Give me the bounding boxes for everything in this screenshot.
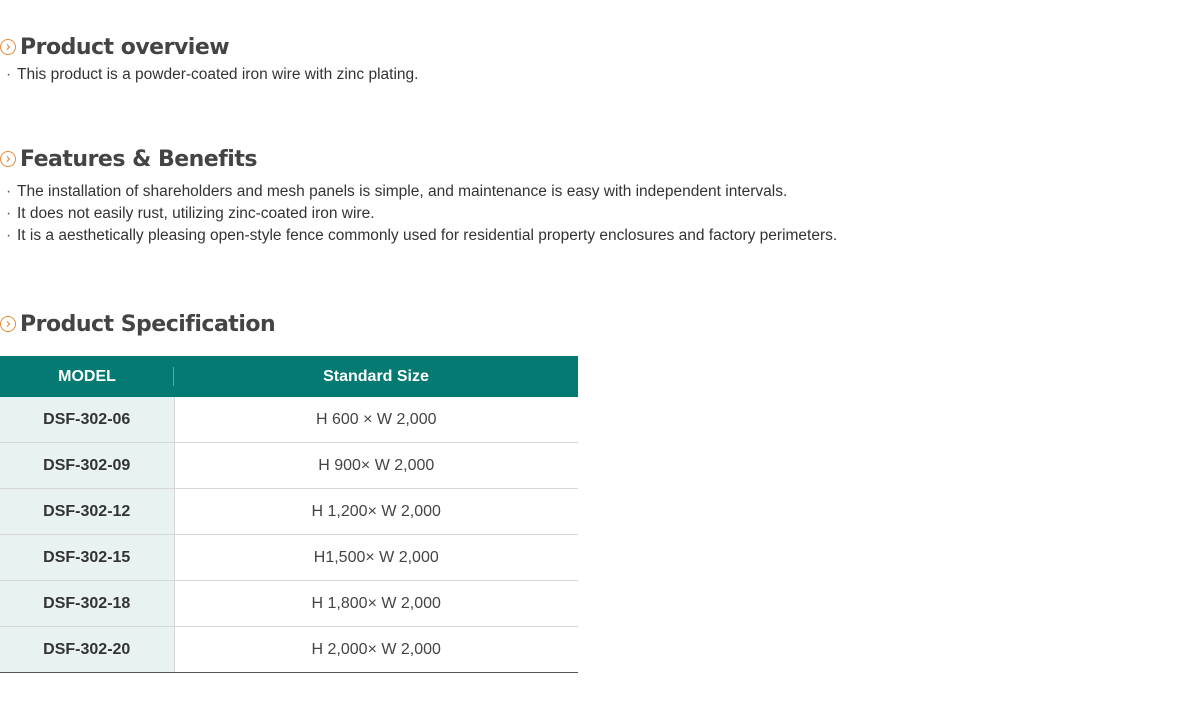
size-cell: H 600 × W 2,000	[174, 397, 578, 443]
size-cell: H 2,000× W 2,000	[174, 627, 578, 673]
chevron-right-circle-icon	[0, 151, 16, 167]
list-item: · This product is a powder-coated iron wire with zinc plating.	[6, 66, 419, 83]
model-cell: DSF-302-09	[0, 443, 174, 489]
table-row	[0, 581, 578, 627]
section-title: Features & Benefits	[20, 146, 257, 172]
section-product-specification	[0, 309, 275, 339]
table-row	[0, 443, 578, 489]
model-cell: DSF-302-18	[0, 581, 174, 627]
table-row	[0, 489, 578, 535]
section-title: Product Specification	[20, 311, 276, 337]
list-item: · It does not easily rust, utilizing zinc-coated iron wire.	[6, 205, 375, 222]
section-heading	[0, 309, 275, 339]
section-title: Product overview	[20, 34, 230, 60]
list-item: · The installation of shareholders and mesh panels is simple, and maintenance is easy with independent intervals.	[6, 183, 788, 200]
column-header-model: MODEL	[0, 356, 174, 397]
model-cell: DSF-302-15	[0, 535, 174, 581]
model-cell: DSF-302-20	[0, 627, 174, 673]
table-row	[0, 397, 578, 443]
chevron-right-circle-icon	[0, 39, 16, 55]
table-header-row	[0, 356, 578, 397]
section-heading	[0, 144, 837, 174]
model-cell: DSF-302-12	[0, 489, 174, 535]
bullet-list	[0, 181, 837, 247]
specification-table	[0, 356, 578, 673]
list-item: · It is a aesthetically pleasing open-style fence commonly used for residential property enclosures and factory perimeters.	[6, 227, 838, 244]
size-cell: H 900× W 2,000	[174, 443, 578, 489]
size-cell: H 1,200× W 2,000	[174, 489, 578, 535]
size-cell: H 1,800× W 2,000	[174, 581, 578, 627]
section-features-benefits	[0, 144, 837, 247]
section-product-overview	[0, 32, 418, 86]
chevron-right-circle-icon	[0, 316, 16, 332]
table-row	[0, 627, 578, 673]
bullet-list	[0, 64, 418, 86]
model-cell: DSF-302-06	[0, 397, 174, 443]
size-cell: H1,500× W 2,000	[174, 535, 578, 581]
column-header-standard-size: Standard Size	[174, 356, 578, 397]
section-heading	[0, 32, 418, 62]
table-row	[0, 535, 578, 581]
